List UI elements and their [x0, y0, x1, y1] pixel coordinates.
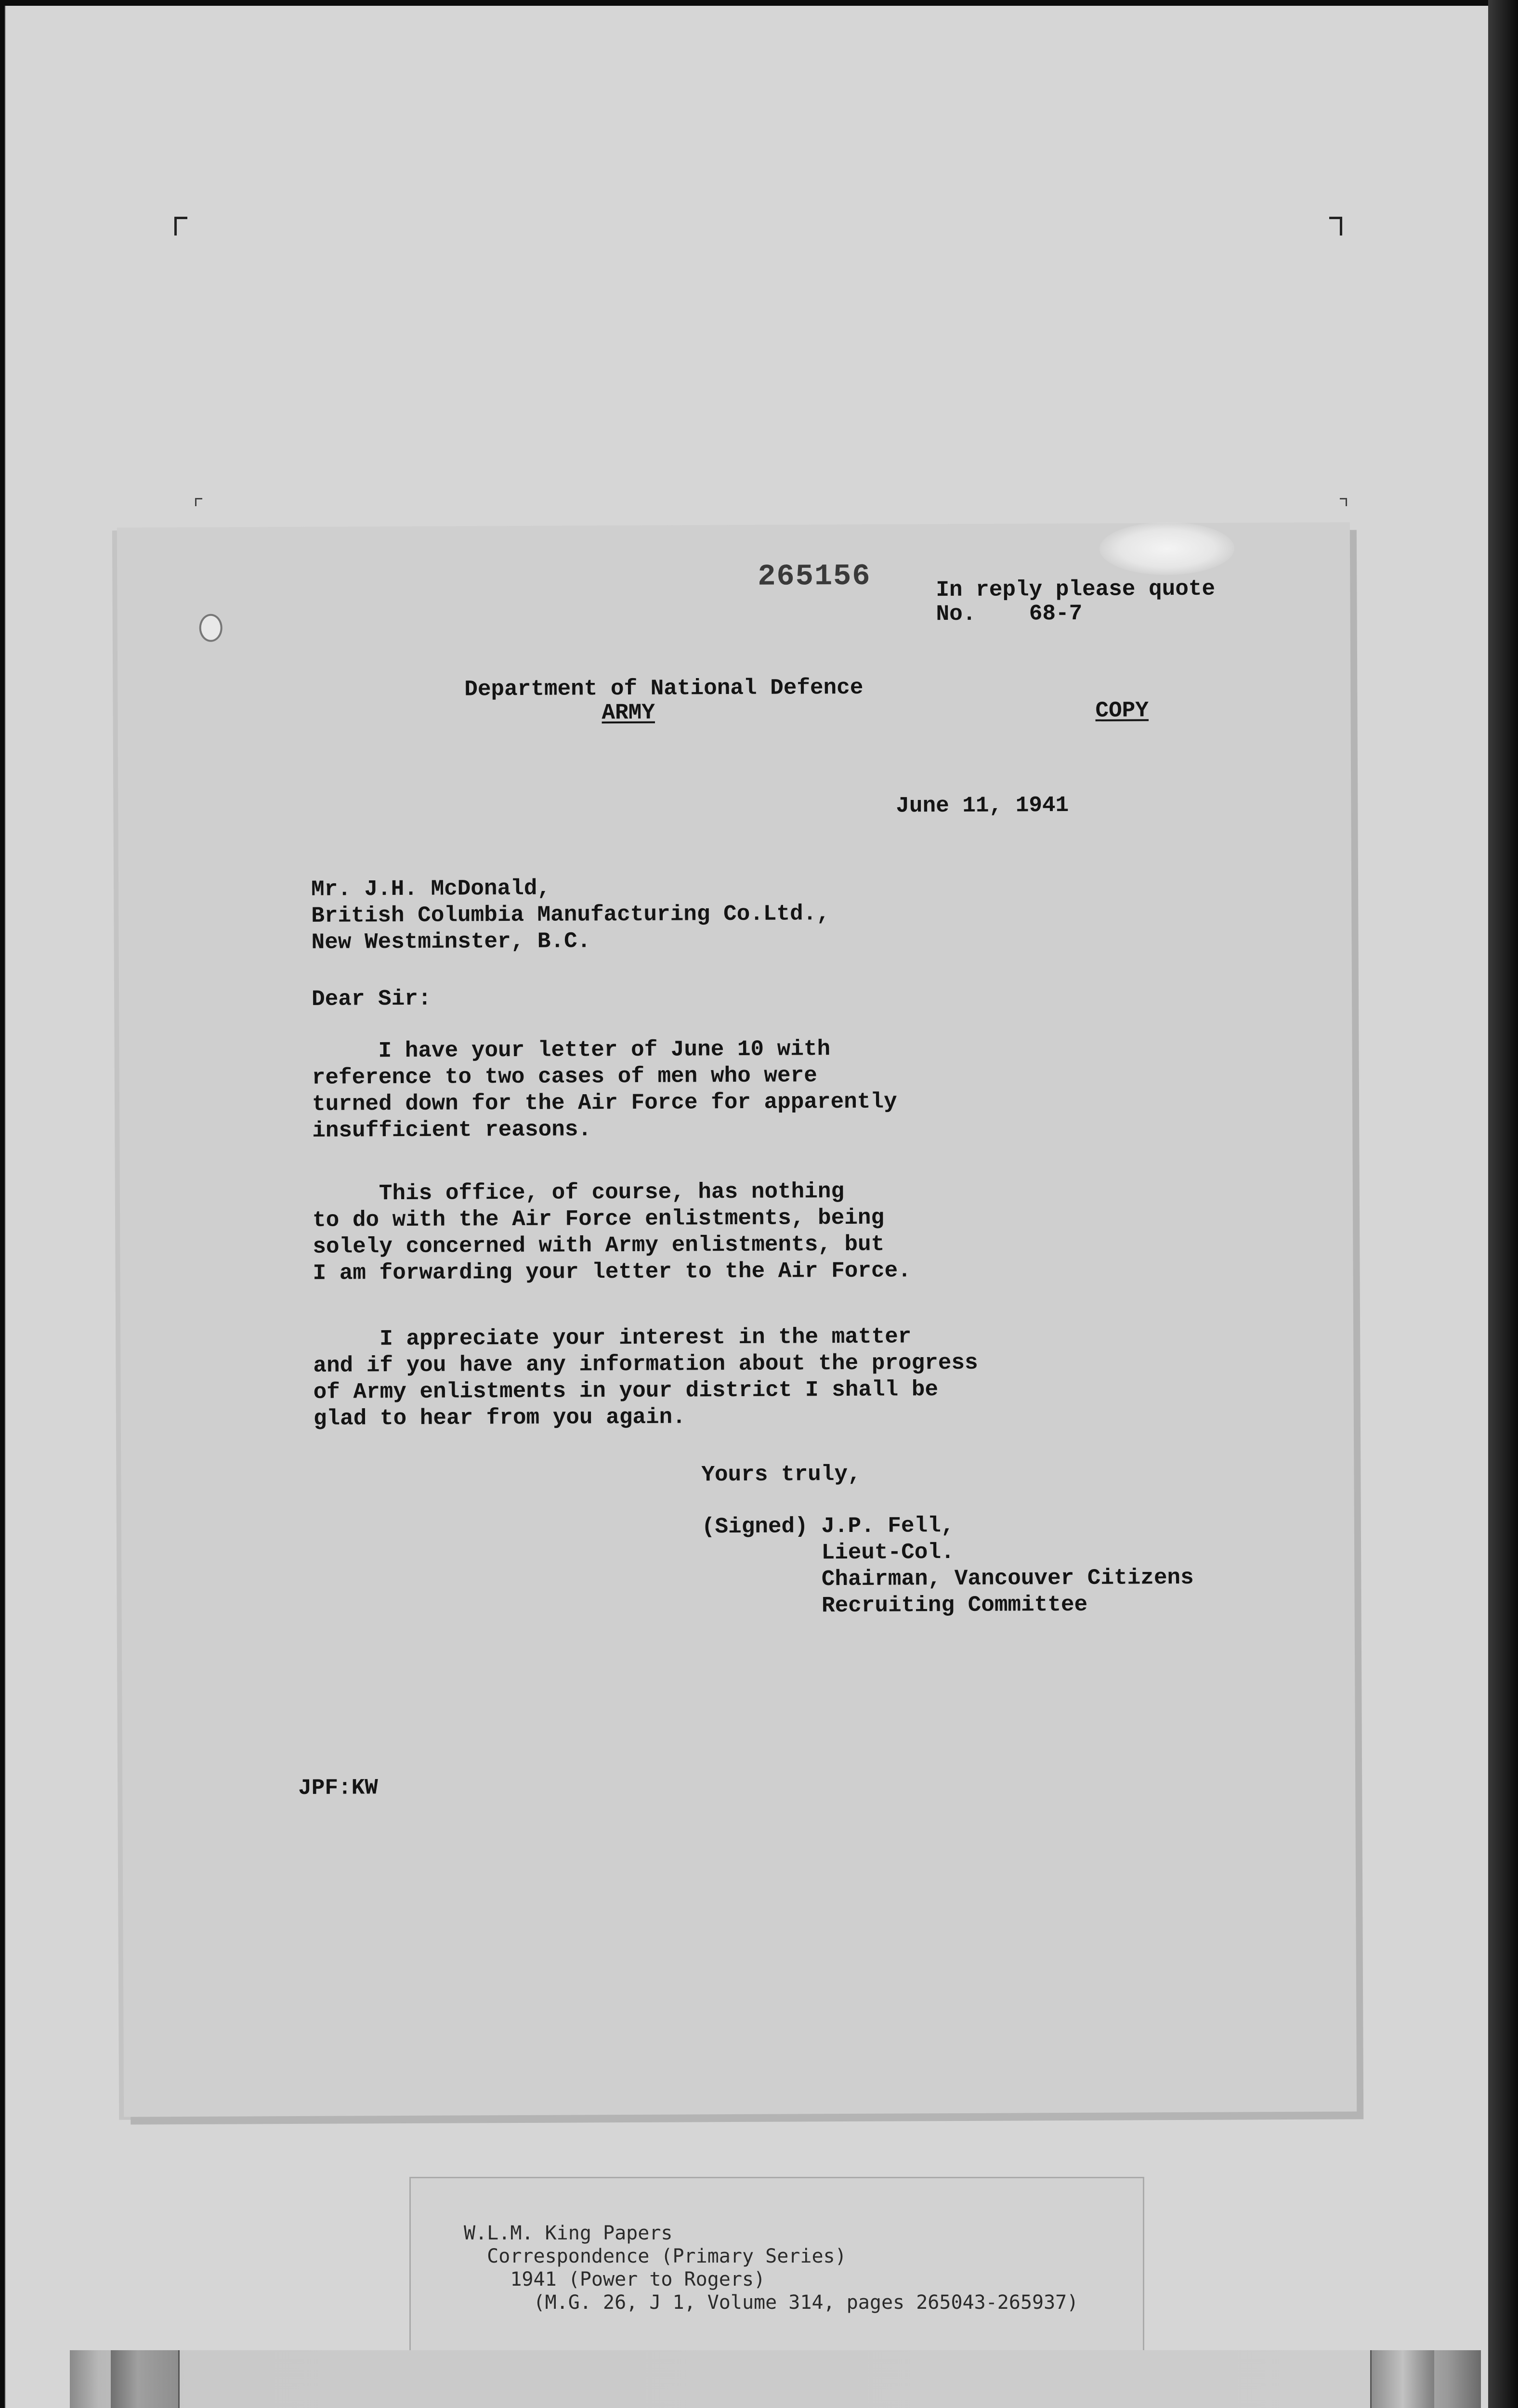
- paragraph-line: I appreciate your interest in the matter: [313, 1324, 912, 1352]
- letter-sheet: [117, 522, 1357, 2117]
- paragraph-line: of Army enlistments in your district I shall be: [313, 1377, 939, 1405]
- paragraph-line: I am forwarding your letter to the Air Force.: [313, 1258, 911, 1286]
- signature-line: Chairman, Vancouver Citizens: [702, 1565, 1194, 1593]
- signature-line: Recruiting Committee: [702, 1592, 1088, 1619]
- closing: Yours truly,: [701, 1461, 861, 1488]
- paragraph-line: This office, of course, has nothing: [312, 1179, 845, 1206]
- document-number: 265156: [758, 559, 871, 594]
- department-heading: Department of National Defence: [464, 675, 864, 702]
- paragraph-line: glad to hear from you again.: [313, 1404, 686, 1431]
- reference-line: W.L.M. King Papers: [464, 2222, 673, 2244]
- film-clip-right: [1370, 2350, 1434, 2408]
- paragraph-line: I have your letter of June 10 with: [312, 1036, 831, 1064]
- address-line: New Westminster, B.C.: [311, 929, 591, 955]
- signature-line: (Signed) J.P. Fell,: [701, 1513, 955, 1540]
- punch-hole: [199, 614, 222, 642]
- address-line: British Columbia Manufacturing Co.Ltd.,: [311, 901, 830, 929]
- paragraph-line: reference to two cases of men who were: [312, 1063, 817, 1090]
- reference-line: (M.G. 26, J 1, Volume 314, pages 265043-265937): [464, 2291, 1079, 2314]
- paragraph-line: solely concerned with Army enlistments, but: [313, 1231, 885, 1259]
- corner-crop-mark-small-left: [195, 498, 202, 506]
- paragraph-line: insufficient reasons.: [312, 1117, 592, 1143]
- paragraph-line: to do with the Air Force enlistments, being: [312, 1205, 885, 1233]
- signature-line: Lieut-Col.: [702, 1540, 955, 1566]
- paragraph-line: turned down for the Air Force for apparently: [312, 1089, 897, 1117]
- reply-quote-label: In reply please quote: [936, 576, 1216, 603]
- salutation: Dear Sir:: [311, 986, 432, 1012]
- paragraph-line: and if you have any information about the progress: [313, 1350, 978, 1378]
- reference-line: 1941 (Power to Rogers): [464, 2268, 766, 2290]
- corner-crop-mark-top-left: [174, 217, 187, 236]
- copy-label: COPY: [1095, 698, 1149, 723]
- branch-heading: ARMY: [602, 700, 655, 726]
- address-line: Mr. J.H. McDonald,: [311, 876, 551, 902]
- reply-quote-number: No. 68-7: [936, 601, 1083, 627]
- film-edge: [1488, 0, 1518, 2408]
- film-clip-left: [111, 2350, 180, 2408]
- corner-crop-mark-small-right: [1340, 498, 1347, 506]
- reference-line: Correspondence (Primary Series): [464, 2245, 847, 2267]
- letter-date: June 11, 1941: [896, 792, 1069, 819]
- paper-smudge: [1099, 522, 1234, 575]
- archive-reference-label: [409, 2177, 1144, 2353]
- archive-stamp-bar: [70, 2350, 1481, 2408]
- corner-crop-mark-top-right: [1329, 217, 1342, 236]
- typist-initials: JPF:KW: [298, 1775, 378, 1801]
